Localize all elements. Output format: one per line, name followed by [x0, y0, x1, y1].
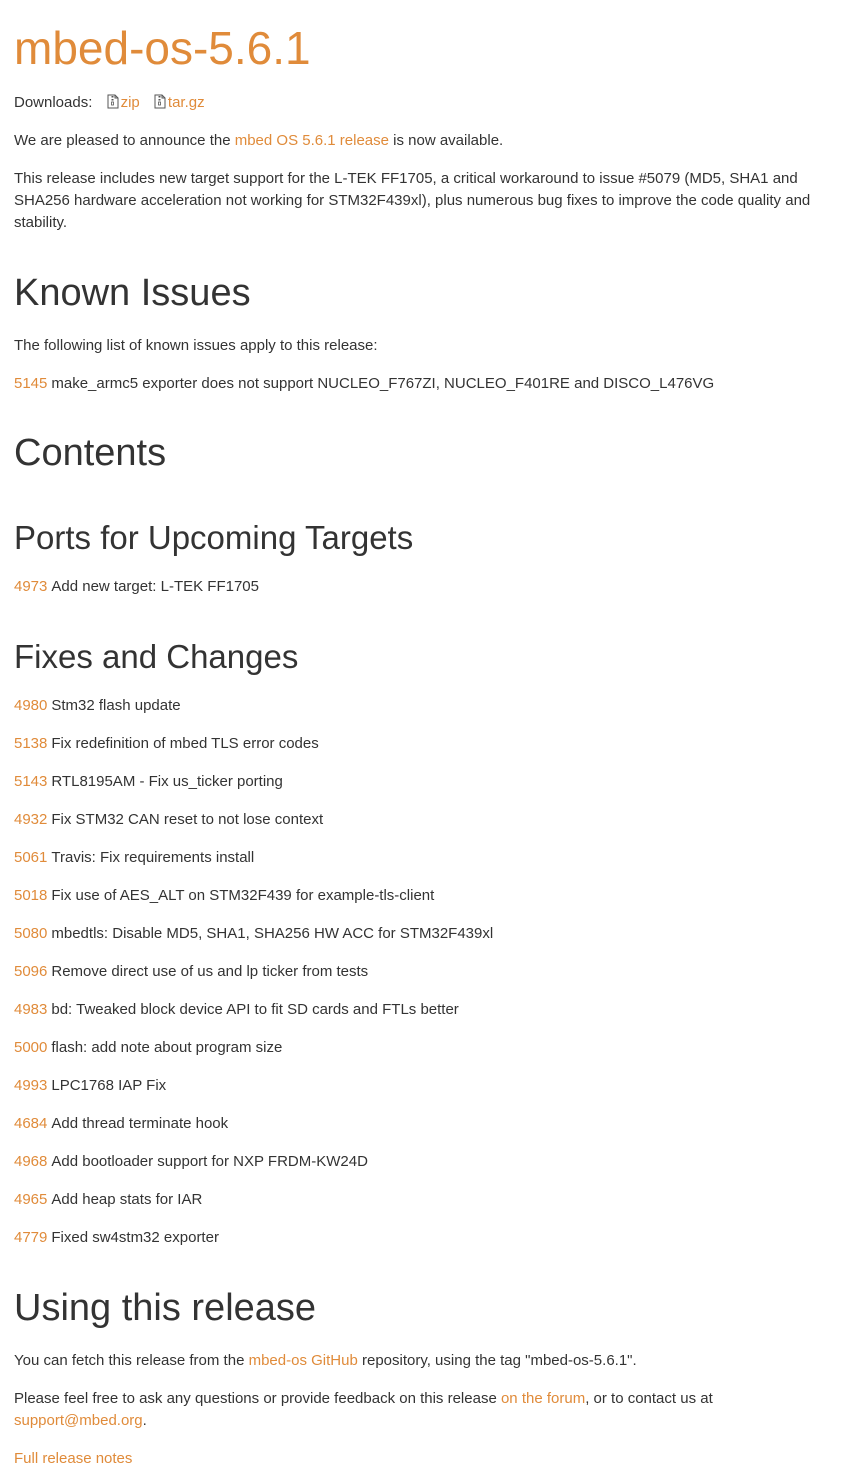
- download-zip-link[interactable]: [107, 94, 144, 111]
- list-item: [14, 847, 853, 869]
- feedback-text: Please feel free to ask any questions or provide feedback on this release: [14, 1390, 501, 1407]
- list-item-text: make_armc5 exporter does not support NUCLEO_F767ZI, NUCLEO_F401RE and DISCO_L476VG: [51, 375, 715, 392]
- list-item: [14, 923, 853, 945]
- fixes-heading: Fixes and Changes: [14, 638, 299, 675]
- list-item: [14, 771, 853, 793]
- fetch-text: You can fetch this release from the: [14, 1352, 249, 1369]
- pull-request-link[interactable]: 4973: [14, 578, 48, 595]
- download-targz-label: tar.gz: [167, 94, 205, 111]
- list-item-text: Add thread terminate hook: [51, 1115, 229, 1132]
- pull-request-link[interactable]: 4983: [14, 1001, 48, 1018]
- list-item-text: Fix use of AES_ALT on STM32F439 for example-tls-client: [51, 887, 435, 904]
- release-link[interactable]: mbed OS 5.6.1 release: [234, 132, 389, 149]
- list-item-text: Add heap stats for IAR: [51, 1191, 203, 1208]
- pull-request-link[interactable]: 4980: [14, 697, 48, 714]
- list-item-text: Fixed sw4stm32 exporter: [51, 1229, 219, 1246]
- file-archive-icon: [107, 94, 119, 109]
- pull-request-link[interactable]: 4779: [14, 1229, 48, 1246]
- list-item: [14, 1151, 853, 1173]
- pull-request-link[interactable]: 5143: [14, 773, 48, 790]
- list-item: [14, 961, 853, 983]
- pull-request-link[interactable]: 4993: [14, 1077, 48, 1094]
- download-targz-link[interactable]: [154, 94, 205, 111]
- pull-request-link[interactable]: 5145: [14, 375, 48, 392]
- list-item-text: RTL8195AM - Fix us_ticker porting: [51, 773, 283, 790]
- file-archive-icon: [154, 94, 166, 109]
- list-item: [14, 373, 853, 395]
- list-item-text: Travis: Fix requirements install: [51, 849, 255, 866]
- announcement: [14, 130, 853, 152]
- download-zip-label: zip: [120, 94, 140, 111]
- pull-request-link[interactable]: 5000: [14, 1039, 48, 1056]
- list-item-text: Fix redefinition of mbed TLS error codes: [51, 735, 319, 752]
- list-item-text: Add bootloader support for NXP FRDM-KW24D: [51, 1153, 368, 1170]
- list-item: [14, 885, 853, 907]
- list-item-text: Add new target: L-TEK FF1705: [51, 578, 259, 595]
- list-item-text: flash: add note about program size: [51, 1039, 283, 1056]
- list-item: [14, 576, 853, 598]
- list-item: [14, 1113, 853, 1135]
- pull-request-link[interactable]: 5138: [14, 735, 48, 752]
- downloads-label: Downloads:: [14, 94, 93, 111]
- pull-request-link[interactable]: 5080: [14, 925, 48, 942]
- list-item: [14, 1227, 853, 1249]
- pull-request-link[interactable]: 5061: [14, 849, 48, 866]
- page-title: mbed-os-5.6.1: [14, 22, 311, 74]
- feedback-text-middle: , or to contact us at: [585, 1390, 713, 1407]
- list-item: [14, 695, 853, 717]
- list-item: [14, 999, 853, 1021]
- release-summary: This release includes new target support for the L-TEK FF1705, a critical workaround to issue #5079 (MD5, SHA1 and SHA256 hardware acceleration not working for STM32F439xl), plus numerous bug fixes to improve the code quality and stability.: [14, 170, 811, 231]
- pull-request-link[interactable]: 4932: [14, 811, 48, 828]
- fetch-text-end: repository, using the tag "mbed-os-5.6.1".: [357, 1352, 637, 1369]
- pull-request-link[interactable]: 5096: [14, 963, 48, 980]
- announcement-text-end: is now available.: [388, 132, 504, 149]
- list-item-text: Fix STM32 CAN reset to not lose context: [51, 811, 324, 828]
- using-heading: Using this release: [14, 1287, 317, 1329]
- ports-heading: Ports for Upcoming Targets: [14, 519, 414, 556]
- full-notes-row: [14, 1448, 853, 1470]
- feedback-text-end: .: [142, 1412, 147, 1429]
- fetch-paragraph: [14, 1350, 853, 1372]
- pull-request-link[interactable]: 5018: [14, 887, 48, 904]
- downloads-row: [14, 92, 853, 114]
- list-item: [14, 1037, 853, 1059]
- full-release-notes-link[interactable]: Full release notes: [14, 1450, 133, 1467]
- list-item-text: Stm32 flash update: [51, 697, 181, 714]
- support-email-link[interactable]: support@mbed.org: [14, 1412, 143, 1429]
- list-item-text: bd: Tweaked block device API to fit SD cards and FTLs better: [51, 1001, 459, 1018]
- list-item-text: Remove direct use of us and lp ticker from tests: [51, 963, 369, 980]
- github-link[interactable]: mbed-os GitHub: [248, 1352, 358, 1369]
- list-item: [14, 809, 853, 831]
- pull-request-link[interactable]: 4965: [14, 1191, 48, 1208]
- pull-request-link[interactable]: 4684: [14, 1115, 48, 1132]
- list-item: [14, 1075, 853, 1097]
- feedback-paragraph: [14, 1388, 853, 1432]
- list-item: [14, 1189, 853, 1211]
- known-issues-intro: The following list of known issues apply to this release:: [14, 337, 378, 354]
- list-item-text: mbedtls: Disable MD5, SHA1, SHA256 HW ACC for STM32F439xl: [51, 925, 494, 942]
- announcement-text: We are pleased to announce the: [14, 132, 235, 149]
- list-item-text: LPC1768 IAP Fix: [51, 1077, 167, 1094]
- list-item: [14, 733, 853, 755]
- known-issues-heading: Known Issues: [14, 272, 251, 314]
- contents-heading: Contents: [14, 432, 167, 474]
- forum-link[interactable]: on the forum: [500, 1390, 586, 1407]
- pull-request-link[interactable]: 4968: [14, 1153, 48, 1170]
